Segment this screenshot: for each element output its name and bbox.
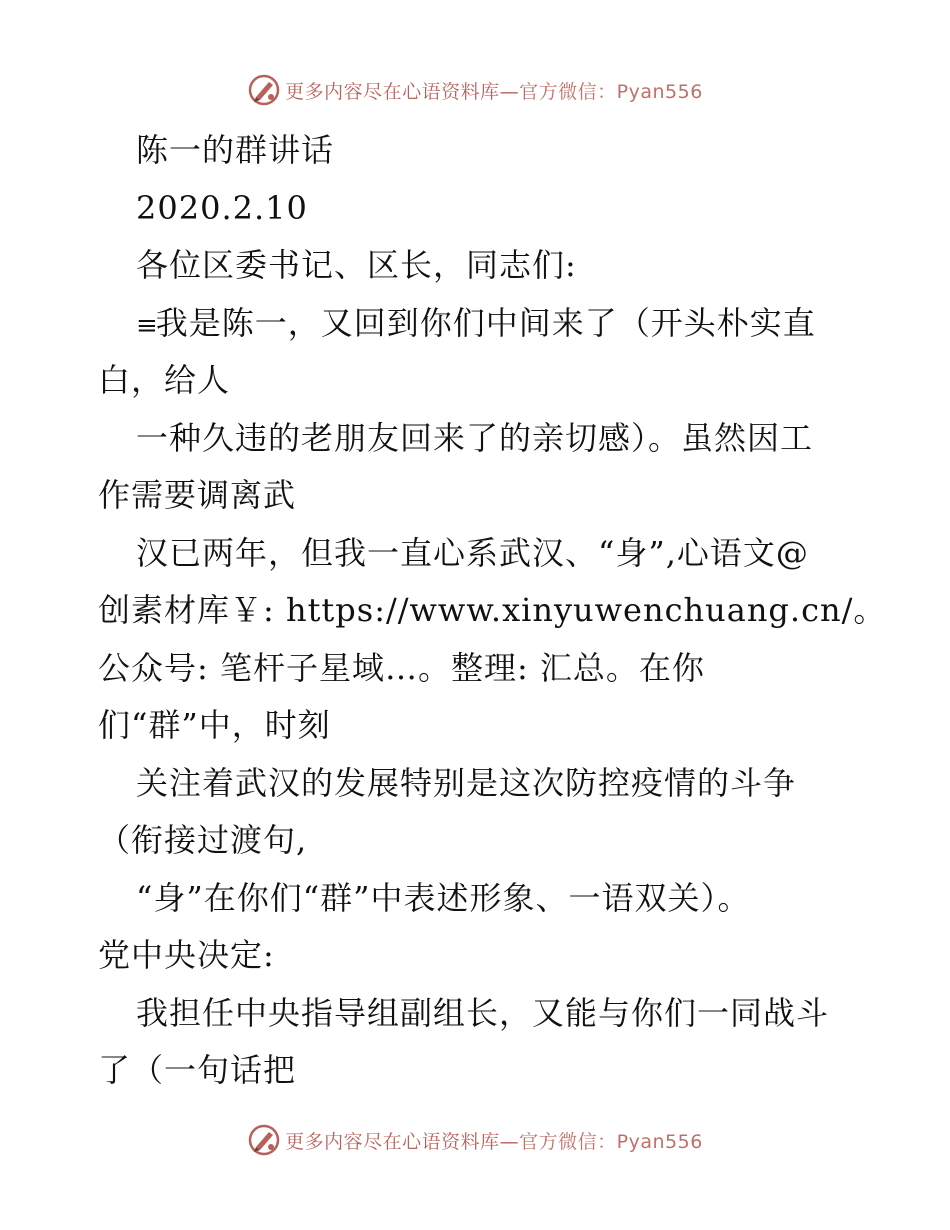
text-line: “身”在你们“群”中表述形象、一语双关）。: [136, 878, 751, 917]
text-line: 汉已两年，但我一直心系武汉、“身”,心语文@: [136, 533, 809, 572]
text-line: ≡我是陈一，又回到你们中间来了（开头朴实直: [136, 303, 816, 342]
salutation: 各位区委书记、区长，同志们:: [136, 246, 577, 284]
text-line: 公众号: 笔杆子星域…。整理: 汇总。在你: [98, 648, 705, 687]
text-line: 我担任中央指导组副组长，又能与你们一同战斗: [136, 993, 830, 1032]
pen-logo-icon: [247, 73, 281, 107]
text-line: （衔接过渡句,: [98, 821, 308, 859]
text-line: 了（一句话把: [98, 1051, 297, 1089]
document-title: 陈一的群讲话: [136, 131, 335, 169]
pen-logo-icon: [247, 1123, 281, 1157]
text-line: 创素材库￥: https://www.xinyuwenchuang.cn/。: [98, 591, 887, 629]
list-marker: ≡: [136, 310, 156, 341]
watermark-text: 更多内容尽在心语资料库—官方微信：Pyan556: [285, 80, 703, 103]
footer-watermark-banner: [0, 1120, 950, 1160]
document-date: 2020.2.10: [136, 188, 308, 227]
text-line: 关注着武汉的发展特别是这次防控疫情的斗争: [136, 763, 797, 802]
text-line: 一种久违的老朋友回来了的亲切感）。虽然因工: [136, 418, 814, 457]
header-watermark-banner: [0, 70, 950, 110]
text-line: 党中央决定:: [98, 936, 275, 974]
watermark-text: 更多内容尽在心语资料库—官方微信：Pyan556: [285, 1130, 703, 1153]
document-body: [98, 122, 887, 1100]
text-line: 们“群”中，时刻: [98, 706, 331, 744]
text-line: 作需要调离武: [98, 476, 297, 514]
text-line: 白，给人: [98, 361, 231, 399]
